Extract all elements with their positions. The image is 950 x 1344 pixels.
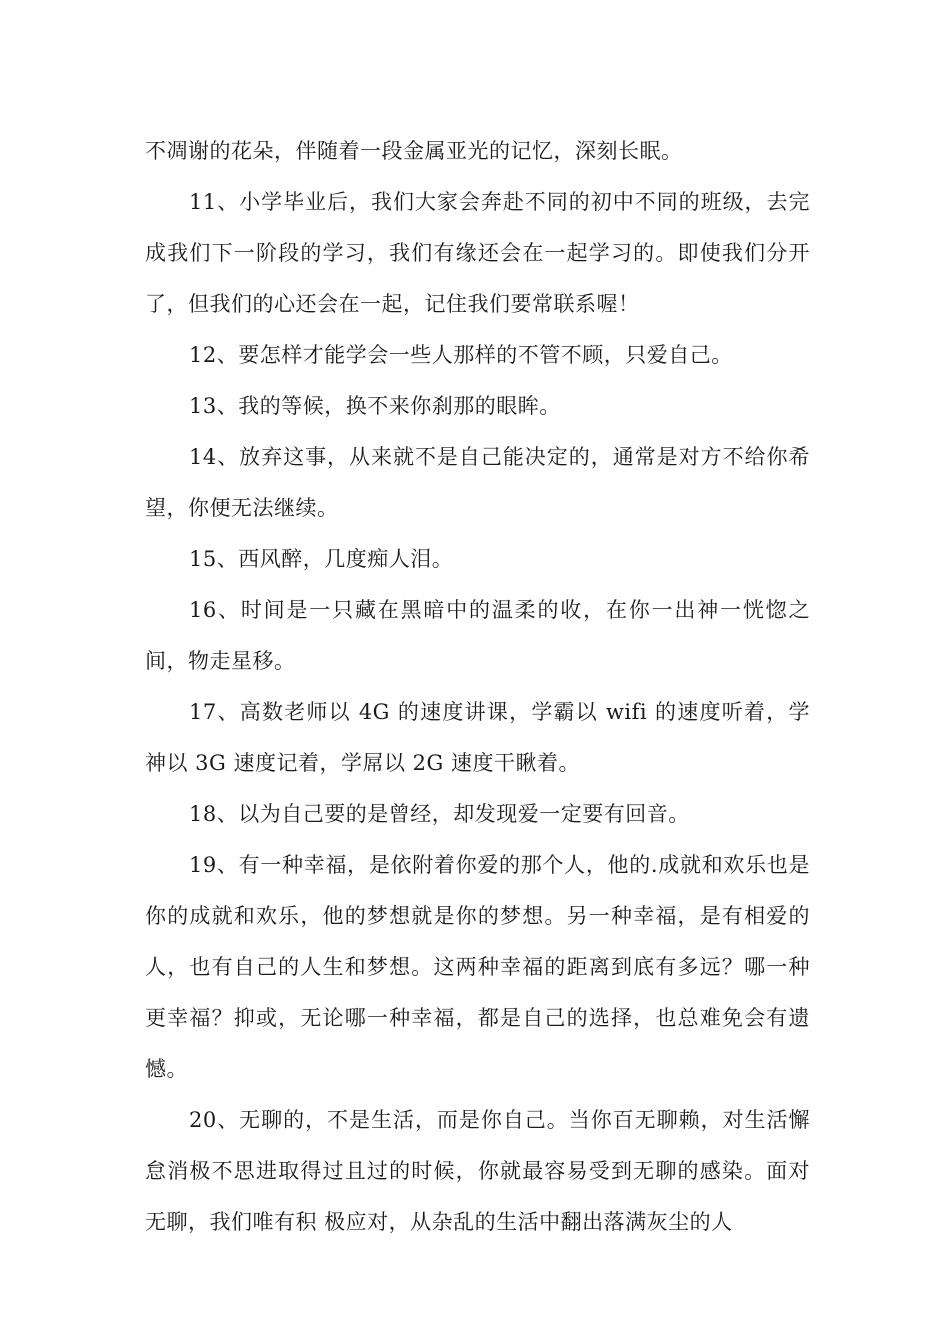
paragraph-item-15: 15、西风醉，几度痴人泪。: [189, 547, 454, 571]
document-body: [145, 126, 810, 1248]
paragraph-item-14: 14、放弃这事，从来就不是自己能决定的，通常是对方不给你希望，你便无法继续。: [145, 445, 810, 520]
paragraph-item-19: 19、有一种幸福，是依附着你爱的那个人，他的.成就和欢乐也是你的成就和欢乐，他的梦想就是你的梦想。另一种幸福，是有相爱的人，也有自己的人生和梦想。这两种幸福的距离到底有多远？哪一种更幸福？抑或，无论哪一种幸福，都是自己的选择，也总难免会有遗憾。: [145, 853, 810, 1081]
paragraph-item-18: 18、以为自己要的是曾经，却发现爱一定要有回音。: [189, 802, 690, 826]
paragraph-item-12: 12、要怎样才能学会一些人那样的不管不顾，只爱自己。: [189, 343, 733, 367]
paragraph-item-11: 11、小学毕业后，我们大家会奔赴不同的初中不同的班级，去完成我们下一阶段的学习，我们有缘还会在一起学习的。即使我们分开了，但我们的心还会在一起，记住我们要常联系喔！: [145, 190, 810, 316]
paragraph-item-16: 16、时间是一只藏在黑暗中的温柔的收，在你一出神一恍惚之间，物走星移。: [145, 598, 810, 673]
paragraph-continuation: 不凋谢的花朵，伴随着一段金属亚光的记忆，深刻长眠。: [145, 139, 683, 163]
paragraph-item-17: 17、高数老师以 4G 的速度讲课，学霸以 wifi 的速度听着，学神以 3G 速度记着，学屌以 2G 速度干瞅着。: [145, 700, 810, 775]
paragraph-item-13: 13、我的等候，换不来你刹那的眼眸。: [189, 394, 561, 418]
paragraph-item-20: 20、无聊的，不是生活，而是你自己。当你百无聊赖，对生活懈怠消极不思进取得过且过的时候，你就最容易受到无聊的感染。面对无聊，我们唯有积 极应对，从杂乱的生活中翻出落满灰尘的人: [145, 1108, 810, 1234]
